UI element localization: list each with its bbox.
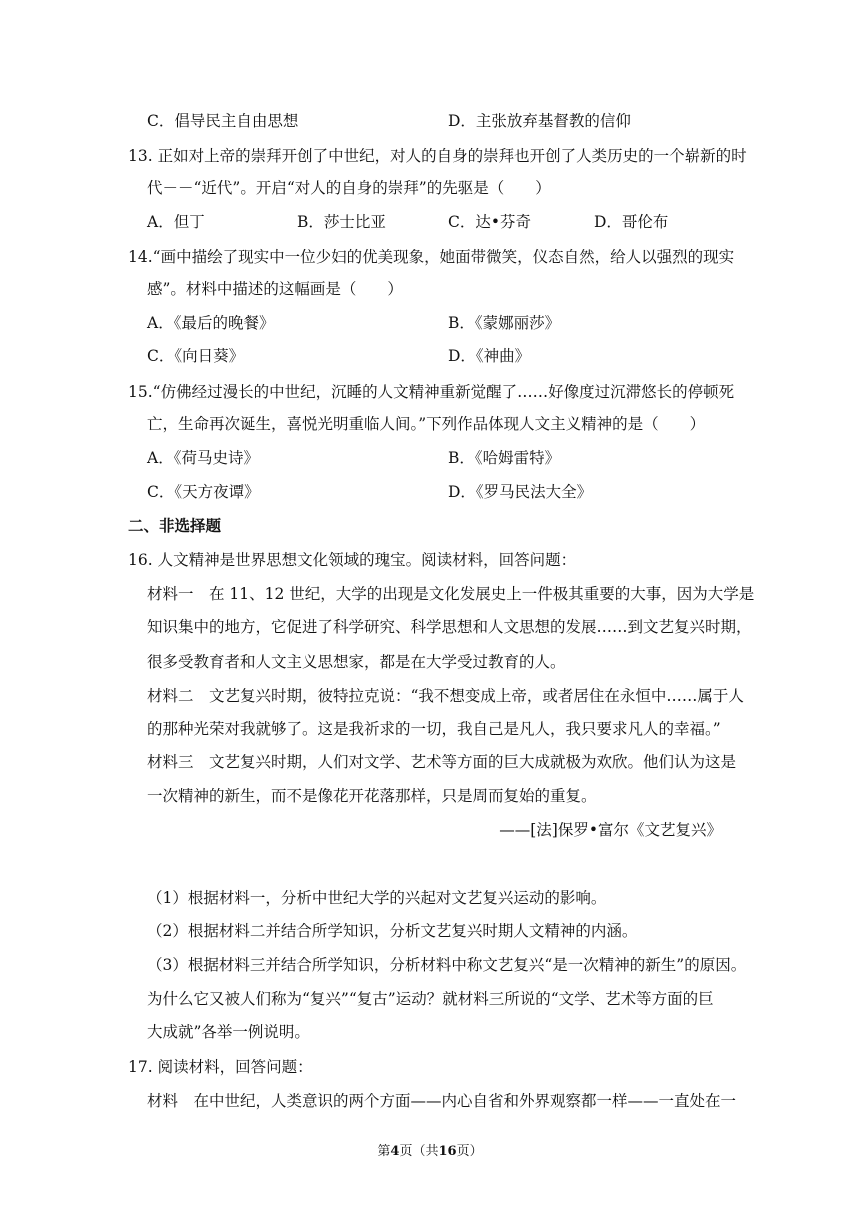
sub-question: （3）根据材料三并结合所学知识，分析材料中称文艺复兴“是一次精神的新生”的原因。 (147, 956, 747, 974)
option-b: B．《蒙娜丽莎》 (448, 314, 561, 332)
page-number: 4 (390, 1144, 400, 1159)
option-c: C．达•芬奇 (448, 213, 532, 231)
question-stem: 亡，生命再次诞生，喜悦光明重临人间。”下列作品体现人文主义精神的是（ ） (147, 415, 706, 433)
option-d: D．《神曲》 (448, 347, 531, 365)
footer-prefix: 第 (377, 1144, 391, 1159)
option-c: C．倡导民主自由思想 (147, 112, 299, 130)
question-stem: 15.“仿佛经过漫长的中世纪，沉睡的人文精神重新觉醒了……好像度过沉滞悠长的停顿死 (128, 383, 735, 401)
question-intro: 16. 人文精神是世界思想文化领域的瑰宝。阅读材料，回答问题： (128, 551, 577, 569)
option-b: B．莎士比亚 (297, 213, 386, 231)
material-text: 材料二 文艺复兴时期，彼特拉克说：“我不想变成上帝，或者居住在永恒中……属于人 (147, 687, 744, 705)
sub-question: （1）根据材料一，分析中世纪大学的兴起对文艺复兴运动的影响。 (147, 889, 607, 907)
option-a: A．《最后的晚餐》 (147, 314, 275, 332)
footer-mid: 页（共 (399, 1144, 439, 1159)
question-intro: 17. 阅读材料，回答问题： (128, 1058, 313, 1076)
material-text: 材料 在中世纪，人类意识的两个方面——内心自省和外界观察都一样——一直处在一 (147, 1092, 737, 1110)
option-b: B．《哈姆雷特》 (448, 449, 561, 467)
sub-question: 为什么它又被人们称为“复兴”“复古”运动？就材料三所说的“文学、艺术等方面的巨 (147, 990, 714, 1008)
option-a: A．《荷马史诗》 (147, 449, 259, 467)
page-footer (0, 1140, 860, 1159)
material-text: 一次精神的新生，而不是像花开花落那样，只是周而复始的重复。 (147, 787, 597, 805)
question-stem: 13. 正如对上帝的崇拜开创了中世纪，对人的自身的崇拜也开创了人类历史的一个崭新的时 (128, 147, 747, 165)
material-text: 材料三 文艺复兴时期，人们对文学、艺术等方面的巨大成就极为欢欣。他们认为这是 (147, 753, 737, 771)
page-total: 16 (438, 1144, 457, 1159)
option-c: C．《向日葵》 (147, 347, 245, 365)
question-stem: 代－－“近代”。开启“对人的自身的崇拜”的先驱是（ ） (147, 179, 551, 197)
option-d: D．《罗马民法大全》 (448, 483, 593, 501)
option-a: A．但丁 (147, 213, 205, 231)
material-source: ——[法]保罗•富尔《文艺复兴》 (499, 821, 722, 839)
option-c: C．《天方夜谭》 (147, 483, 260, 501)
material-text: 知识集中的地方，它促进了科学研究、科学思想和人文思想的发展……到文艺复兴时期， (147, 618, 752, 636)
sub-question: 大成就”各举一例说明。 (147, 1023, 310, 1041)
footer-suffix: 页） (456, 1144, 483, 1159)
question-stem: 14.“画中描绘了现实中一位少妇的优美现象，她面带微笑，仪态自然，给人以强烈的现实 (128, 248, 735, 266)
option-d: D．哥伦布 (594, 213, 669, 231)
sub-question: （2）根据材料二并结合所学知识，分析文艺复兴时期人文精神的内涵。 (147, 922, 638, 940)
material-text: 材料一 在 11、12 世纪，大学的出现是文化发展史上一件极其重要的大事，因为大学是 (147, 585, 755, 603)
section-title: 二、非选择题 (128, 516, 222, 535)
question-stem: 感”。材料中描述的这幅画是（ ） (147, 280, 403, 298)
material-text: 的那种光荣对我就够了。这是我祈求的一切，我自己是凡人，我只要求凡人的幸福。” (147, 720, 721, 738)
option-d: D．主张放弃基督教的信仰 (448, 112, 631, 130)
material-text: 很多受教育者和人文主义思想家，都是在大学受过教育的人。 (147, 653, 566, 671)
